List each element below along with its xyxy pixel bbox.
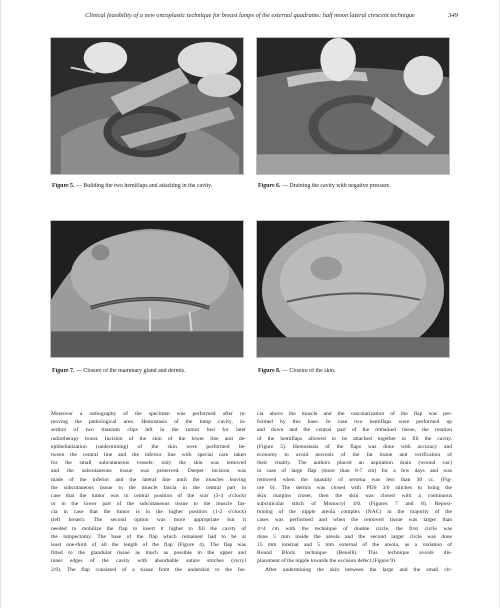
page-number: 349: [448, 12, 458, 19]
body-line: in case of large flap (more than 6-7 cm) for a few days and was: [257, 468, 452, 475]
body-line: formed by this base. In case two hemiflaps were performed up: [257, 419, 452, 426]
body-line: of the hemiflaps allowed to be attached together to fill the cavity.: [257, 435, 452, 442]
figure-8-text: — Closure of the skin.: [280, 368, 336, 374]
figure-6-image: [256, 37, 450, 175]
body-line: needed to mobilize the flap to insert it higher to fill the cavity of: [51, 525, 246, 532]
body-line: moving the pathological area. Hemostasis of the lump cavity, in-: [51, 419, 246, 426]
body-line: sertion of two titanium clips left in the tumor bed for later: [51, 427, 246, 434]
figure-8-image: [256, 220, 450, 358]
body-line: the lumpectomy. The base of the flap which remained had to be at: [51, 533, 246, 540]
body-line: (left breast). The second option was more appropriate but it: [51, 517, 246, 524]
body-line: and the subcutaneous tissue was preserved. Deeper incision was: [51, 468, 246, 475]
figure-6-label: Figure 6.: [258, 183, 281, 189]
running-title: Clinical feasibility of a new oncoplastic technique for breast lumps of the external quadrants: half moon lateral crescent technique: [85, 12, 415, 19]
figure-7-text: — Closure of the mammary gland and dermis.: [74, 368, 186, 374]
figure-7-caption: [52, 368, 244, 375]
body-line: radiotherapy boost. Incision of the skin of the lower line and de-: [51, 435, 246, 442]
body-line: Moreover a radiography of the specimen was performed after re-: [51, 411, 246, 417]
body-line: case that the tumor was in central position of the scar (3-4 o'clock): [51, 492, 246, 499]
figure-5-text: — Building the two hemiflaps and attaching in the cavity.: [74, 183, 213, 189]
body-line: skin margins closer, then the skin was closed with a continuous: [257, 492, 452, 499]
body-line: cia above the muscle and the vascularization of the flap was per-: [257, 411, 452, 417]
body-line: tioning of the nipple areola complex (NAC) in the majority of the: [257, 509, 452, 516]
body-line: tween the central line and the inferior line with special care taken: [51, 451, 246, 458]
body-line: or in the lower part of the subcutaneous tissue to the muscle fas-: [51, 501, 246, 508]
body-text-right-column: [257, 410, 452, 574]
figure-5-label: Figure 5.: [52, 183, 75, 189]
body-line: least one-third of all the length of the flap (Figure 4). The flap was: [51, 542, 246, 548]
body-line: and down and the central part of the remained tissue, the rotation: [257, 427, 452, 434]
body-line: their vitality. The authors placed an aspiration drain (wound vac): [257, 460, 452, 467]
figure-7-label: Figure 7.: [52, 368, 75, 374]
body-line: fitted to the glandular tissue as much as possible in the upper and: [51, 550, 246, 557]
figure-6-text: — Draining the cavity with negative pressure.: [280, 183, 391, 189]
body-line: made of the inferior and the lateral line until the muscles leaving: [51, 476, 246, 483]
body-line: economy to avoid necrosis of the fat tissue and verification of: [257, 451, 452, 458]
figure-8-label: Figure 8.: [258, 368, 281, 374]
body-line: done 5 mm inside the areola and the second larger circle was done: [257, 533, 452, 540]
body-line: 15 mm internal and 5 mm external of the areola, as a variation of: [257, 542, 452, 548]
body-line: inner edges of the cavity with absorbable suture stitches (vicryl: [51, 558, 246, 565]
figure-5-image: [50, 37, 244, 175]
figure-7-image: [50, 220, 244, 358]
figure-6-caption: [258, 183, 450, 190]
body-line: for the small subcutaneous vessels: only the skin was removed: [51, 460, 246, 467]
body-line: the subcutaneous tissue to the muscle fascia in the central part in: [51, 484, 246, 491]
body-line: placement of the nipple towards the excision defect (Figure 9).: [257, 558, 397, 565]
body-line: 2/0). The flap consisted of a tissue from the underskin to the fas-: [51, 566, 246, 573]
body-line: ure 6). The dermis was closed with PDS 3/0 stitches to bring the: [257, 484, 452, 491]
body-line: epithelialization (undermining) of the skin were performed be-: [51, 443, 246, 450]
figure-5-caption: [52, 183, 244, 190]
body-line: cia in case that the tumor is in the higher position (1-2 o'clock): [51, 509, 246, 516]
body-line: (Figure 5). Hemostasis of the flaps was done with accuracy and: [257, 443, 452, 450]
body-line: Round Block technique (Benelli). This technique avoids dis-: [257, 550, 452, 557]
body-line: After undermining the skin between the large and the small cir-: [265, 566, 452, 573]
body-line: cases was performed and when the removed tissue was larger than: [257, 517, 452, 524]
body-line: 4×4 cm with the technique of double circle, the first circle was: [257, 525, 452, 532]
body-text-left-column: [51, 410, 246, 574]
body-line: removed when the quantity of seroma was less than 30 cc. (Fig-: [257, 476, 452, 483]
figure-8-caption: [258, 368, 450, 375]
body-line: subcuticular stitch of Monocryl 4/0. (Figures 7 and 8). Reposi-: [257, 501, 452, 508]
